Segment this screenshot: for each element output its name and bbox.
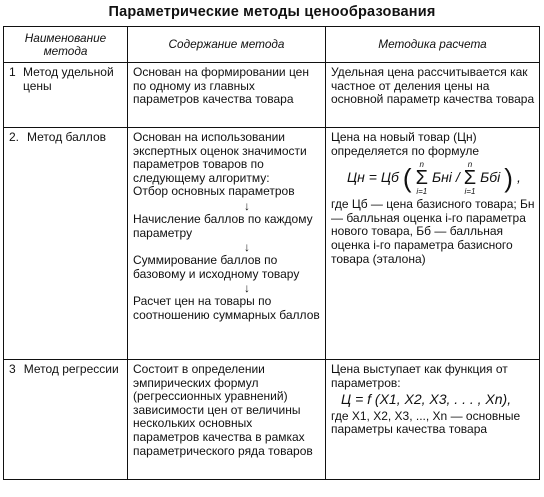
down-arrow-icon: ↓ [244, 198, 250, 213]
regression-formula: Ц = f (X1, X2, X3, . . . , Xn), [341, 391, 512, 408]
row-number: 1 [9, 65, 16, 79]
points-formula [347, 160, 535, 196]
method-content: Состоит в определении эмпирических формул (регрессионных уравнений) зависимости цен от величины нескольких основных параметров качества в рамках параметрического ряда товаров [128, 360, 326, 480]
formula-lhs: Цн = Цб [347, 169, 399, 186]
formula-term-base: Ббi [480, 169, 501, 186]
header-calculation: Методика расчета [326, 27, 540, 63]
calc-intro: Цена на новый товар (Цн) определяется по формуле [331, 130, 480, 158]
algorithm-step: Суммирование баллов по базовому и исходному товару [133, 253, 300, 281]
calc-legend: где X1, X2, X3, ..., Xn — основные параметры качества товара [331, 408, 521, 437]
sum-sign-icon: n Σ i=1 [463, 160, 477, 197]
calc-intro: Цена выступает как функция от параметров: [331, 362, 508, 390]
method-name-cell [4, 63, 128, 128]
method-content: Основан на формировании цен по одному из главных параметров качества товара [128, 63, 326, 128]
formula-slash: / [455, 169, 460, 186]
method-content [128, 128, 326, 360]
algorithm-step: Отбор основных параметров [133, 184, 295, 199]
paren-open-icon: ( [402, 163, 412, 194]
table-row [4, 360, 540, 480]
table-header-row [4, 27, 540, 63]
down-arrow-icon: ↓ [244, 281, 250, 296]
method-calculation: Удельная цена рассчитывается как частное от деления цены на основной параметр качества товара [326, 63, 540, 128]
method-name: Метод регрессии [23, 362, 119, 376]
calc-legend: где Цб — цена базисного товара; Бн — балльная оценка i-го параметра нового товара, Бб — балльная оценка i-го параметра базисного товара (эталона) [331, 197, 535, 266]
page-title: Параметрические методы ценообразования [108, 4, 436, 20]
algorithm-step: Начисление баллов по каждому параметру [133, 211, 313, 240]
header-method-name: Наименование метода [4, 27, 128, 63]
method-name-cell [4, 360, 128, 480]
row-number: 3 [9, 362, 16, 376]
formula-tail: , [516, 169, 521, 186]
algorithm-step: Расчет цен на товары по соотношению суммарных баллов [133, 294, 320, 322]
method-name-cell [4, 128, 128, 360]
table-row [4, 128, 540, 360]
method-name: Метод баллов [27, 130, 106, 144]
table-row [4, 63, 540, 128]
method-calculation [326, 128, 540, 360]
content-intro: Основан на использовании экспертных оценок значимости параметров товаров по следующему алгоритму: [133, 130, 307, 185]
sum-sign-icon: n Σ i=1 [415, 160, 428, 197]
formula-term-new: Бнi [431, 169, 452, 186]
method-name: Метод удельной цены [23, 65, 114, 93]
down-arrow-icon: ↓ [244, 240, 250, 255]
methods-table [3, 26, 540, 480]
header-method-content: Содержание метода [128, 27, 326, 63]
method-calculation [326, 360, 540, 480]
row-number: 2. [9, 130, 20, 144]
paren-close-icon: ) [504, 163, 513, 194]
